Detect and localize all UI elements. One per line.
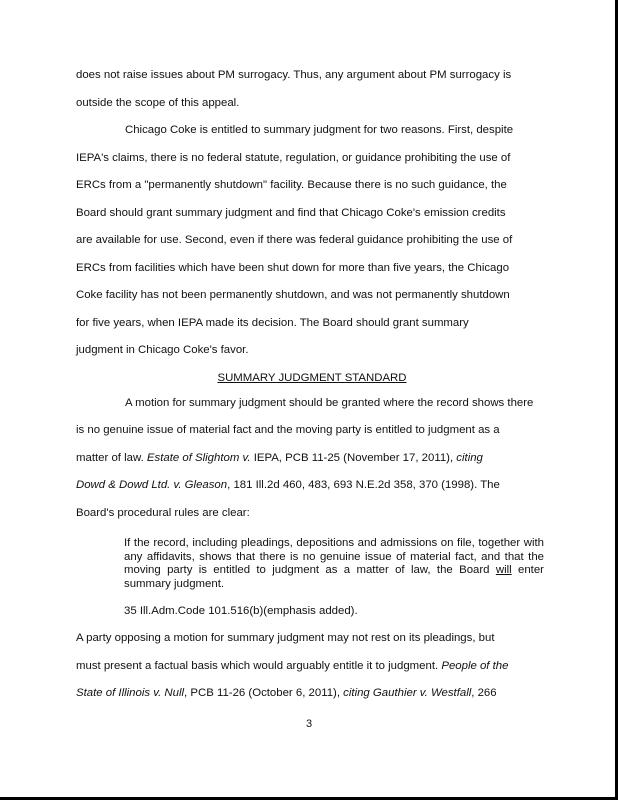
- paragraph-4-line-1: A party opposing a motion for summary judgment may not rest on its pleadings, but: [76, 632, 495, 644]
- paragraph-2-line-2: IEPA's claims, there is no federal statute, regulation, or guidance prohibiting the use of: [76, 151, 511, 164]
- paragraph-2-line-3: ERCs from a "permanently shutdown" facility. Because there is no such guidance, the: [76, 179, 507, 191]
- signal-citing-gauthier: citing Gauthier v. Westfall: [343, 687, 472, 699]
- paragraph-2-line-1: Chicago Coke is entitled to summary judgment for two reasons. First, despite: [125, 124, 514, 136]
- paragraph-2-line-4: Board should grant summary judgment and find that Chicago Coke's emission credits: [76, 206, 506, 219]
- case-name-dowd: Dowd & Dowd Ltd. v. Gleason: [76, 479, 228, 491]
- paragraph-2-line-8: for five years, when IEPA made its decision. The Board should grant summary: [76, 316, 469, 329]
- paragraph-1-line-2: outside the scope of this appeal.: [76, 96, 240, 109]
- paragraph-2-line-9: judgment in Chicago Coke's favor.: [76, 344, 249, 356]
- emphasis-will: will: [495, 564, 512, 576]
- paragraph-2-line-5: are available for use. Second, even if there was federal guidance prohibiting the use of: [76, 234, 513, 246]
- paragraph-3-line-4: Dowd & Dowd Ltd. v. Gleason, 181 Ill.2d 460, 483, 693 N.E.2d 358, 370 (1998). The: [76, 479, 500, 491]
- paragraph-4-line-3: State of Illinois v. Null, PCB 11-26 (October 6, 2011), citing Gauthier v. Westfall, 266: [76, 687, 497, 699]
- paragraph-3-line-3: matter of law. Estate of Slightom v. IEPA, PCB 11-25 (November 17, 2011), citing: [76, 451, 483, 464]
- paragraph-2-line-7: Coke facility has not been permanently shutdown, and was not permanently shutdown: [76, 289, 510, 301]
- document-page: [76, 64, 548, 710]
- paragraph-3-line-1: A motion for summary judgment should be granted where the record shows there: [125, 396, 534, 409]
- paragraph-2-line-6: ERCs from facilities which have been shut down for more than five years, the Chicago: [76, 261, 510, 274]
- paragraph-3-line-2: is no genuine issue of material fact and the moving party is entitled to judgment as a: [76, 424, 500, 436]
- case-name-null: State of Illinois v. Null: [76, 687, 185, 699]
- case-name-slightom: Estate of Slightom v.: [146, 451, 251, 464]
- case-name-people: People of the: [441, 659, 509, 672]
- signal-citing: citing: [456, 451, 483, 464]
- section-heading: SUMMARY JUDGMENT STANDARD: [217, 371, 407, 384]
- paragraph-4-line-2: must present a factual basis which would arguably entitle it to judgment. People of the: [76, 659, 509, 672]
- paragraph-3-line-5: Board's procedural rules are clear:: [76, 506, 250, 519]
- paragraph-1-line-1: does not raise issues about PM surrogacy. Thus, any argument about PM surrogacy is: [76, 69, 512, 81]
- block-quote: If the record, including pleadings, depositions and admissions on file, together with any affidavits, shows that there is no genuine issue of material fact, and that the moving party is entitled to judgment as a matter of law, the Board will enter summary judgment.: [124, 537, 544, 590]
- quote-citation: 35 Ill.Adm.Code 101.516(b)(emphasis added).: [124, 605, 358, 617]
- page-number: 3: [305, 718, 313, 730]
